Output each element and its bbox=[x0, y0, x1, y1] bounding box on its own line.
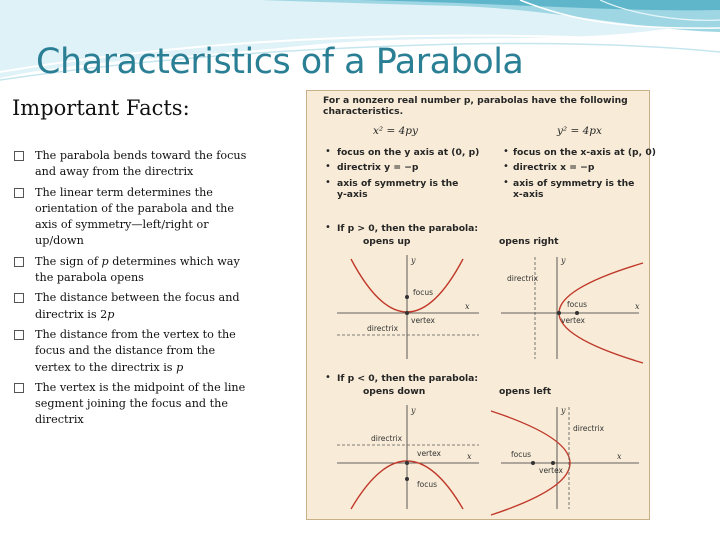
fact-item bbox=[14, 148, 254, 181]
fact-text: The vertex is the midpoint of the line segment joining the focus and the directrix bbox=[35, 380, 246, 427]
facts-list bbox=[14, 148, 254, 433]
bullet-icon: • bbox=[325, 222, 331, 233]
square-bullet-icon bbox=[14, 151, 24, 161]
right-item-axis: axis of symmetry is the bbox=[513, 178, 635, 189]
equation-vertical: x² = 4py bbox=[373, 125, 418, 137]
label-x-axis: x bbox=[467, 452, 472, 461]
bullet-icon: • bbox=[325, 161, 331, 172]
fact-text: The parabola bends toward the focus and away from the directrix bbox=[35, 149, 247, 179]
fact-text: The linear term determines the orientation of the parabola and the axis of symmetry—left/right or up/down bbox=[35, 185, 234, 248]
left-item-directrix: directrix y = −p bbox=[337, 162, 419, 173]
panel-intro-line-2: characteristics. bbox=[323, 106, 404, 117]
parabola-reference-panel bbox=[306, 90, 656, 520]
fact-variable: p bbox=[107, 307, 115, 321]
right-item-focus: focus on the x-axis at (p, 0) bbox=[513, 147, 656, 158]
slide-subtitle: Important Facts: bbox=[12, 96, 190, 120]
label-focus: focus bbox=[417, 480, 438, 489]
fact-item bbox=[14, 254, 254, 287]
right-item-directrix: directrix x = −p bbox=[513, 162, 595, 173]
label-directrix: directrix bbox=[507, 274, 539, 283]
label-vertex: vertex bbox=[417, 449, 441, 458]
bullet-icon: • bbox=[325, 177, 331, 188]
graph-opens-up bbox=[337, 251, 487, 361]
left-item-axis-name: y-axis bbox=[337, 189, 368, 200]
label-directrix: directrix bbox=[573, 424, 605, 433]
right-item-axis-name: x-axis bbox=[513, 189, 544, 200]
label-x-axis: x bbox=[617, 452, 622, 461]
label-y-axis: y bbox=[561, 256, 566, 265]
label-y-axis: y bbox=[561, 406, 566, 415]
fact-text: The sign of bbox=[35, 254, 102, 268]
label-focus: focus bbox=[511, 450, 532, 459]
fact-text: The distance between the focus and directrix is 2 bbox=[35, 291, 240, 321]
graph-opens-right bbox=[497, 251, 647, 361]
label-focus: focus bbox=[567, 300, 588, 309]
square-bullet-icon bbox=[14, 330, 24, 340]
fact-text: The distance from the vertex to the focus and the distance from the vertex to the directrix is bbox=[35, 327, 236, 374]
bullet-icon: • bbox=[325, 146, 331, 157]
fact-variable: p bbox=[101, 254, 109, 268]
label-vertex: vertex bbox=[561, 316, 585, 325]
fact-variable: p bbox=[176, 360, 184, 374]
left-item-focus: focus on the y axis at (0, p) bbox=[337, 147, 480, 158]
label-focus: focus bbox=[413, 288, 434, 297]
bullet-icon: • bbox=[503, 177, 509, 188]
panel-intro-line-1: For a nonzero real number p, parabolas have the following bbox=[323, 95, 628, 106]
fact-item bbox=[14, 290, 254, 323]
graph-opens-down bbox=[337, 401, 487, 511]
opens-left-label: opens left bbox=[499, 386, 552, 397]
label-x-axis: x bbox=[635, 302, 640, 311]
bullet-icon: • bbox=[325, 372, 331, 383]
label-y-axis: y bbox=[411, 406, 416, 415]
opens-up-label: opens up bbox=[363, 236, 411, 247]
label-vertex: vertex bbox=[411, 316, 435, 325]
slide-title: Characteristics of a Parabola bbox=[36, 42, 524, 82]
negative-condition: If p < 0, then the parabola: bbox=[337, 373, 479, 384]
equation-horizontal: y² = 4px bbox=[557, 125, 602, 137]
left-item-axis: axis of symmetry is the bbox=[337, 178, 459, 189]
fact-item bbox=[14, 185, 254, 250]
fact-item bbox=[14, 327, 254, 376]
square-bullet-icon bbox=[14, 293, 24, 303]
opens-down-label: opens down bbox=[363, 386, 426, 397]
fact-item bbox=[14, 380, 254, 429]
opens-right-label: opens right bbox=[499, 236, 559, 247]
label-directrix: directrix bbox=[367, 324, 399, 333]
positive-condition: If p > 0, then the parabola: bbox=[337, 223, 479, 234]
fact-text: determines which way the parabola opens bbox=[35, 254, 240, 285]
label-y-axis: y bbox=[411, 256, 416, 265]
square-bullet-icon bbox=[14, 257, 24, 267]
graph-opens-left bbox=[497, 401, 647, 511]
label-x-axis: x bbox=[465, 302, 470, 311]
bullet-icon: • bbox=[503, 161, 509, 172]
square-bullet-icon bbox=[14, 188, 24, 198]
label-directrix: directrix bbox=[371, 434, 403, 443]
square-bullet-icon bbox=[14, 383, 24, 393]
label-vertex: vertex bbox=[539, 466, 563, 475]
bullet-icon: • bbox=[503, 146, 509, 157]
